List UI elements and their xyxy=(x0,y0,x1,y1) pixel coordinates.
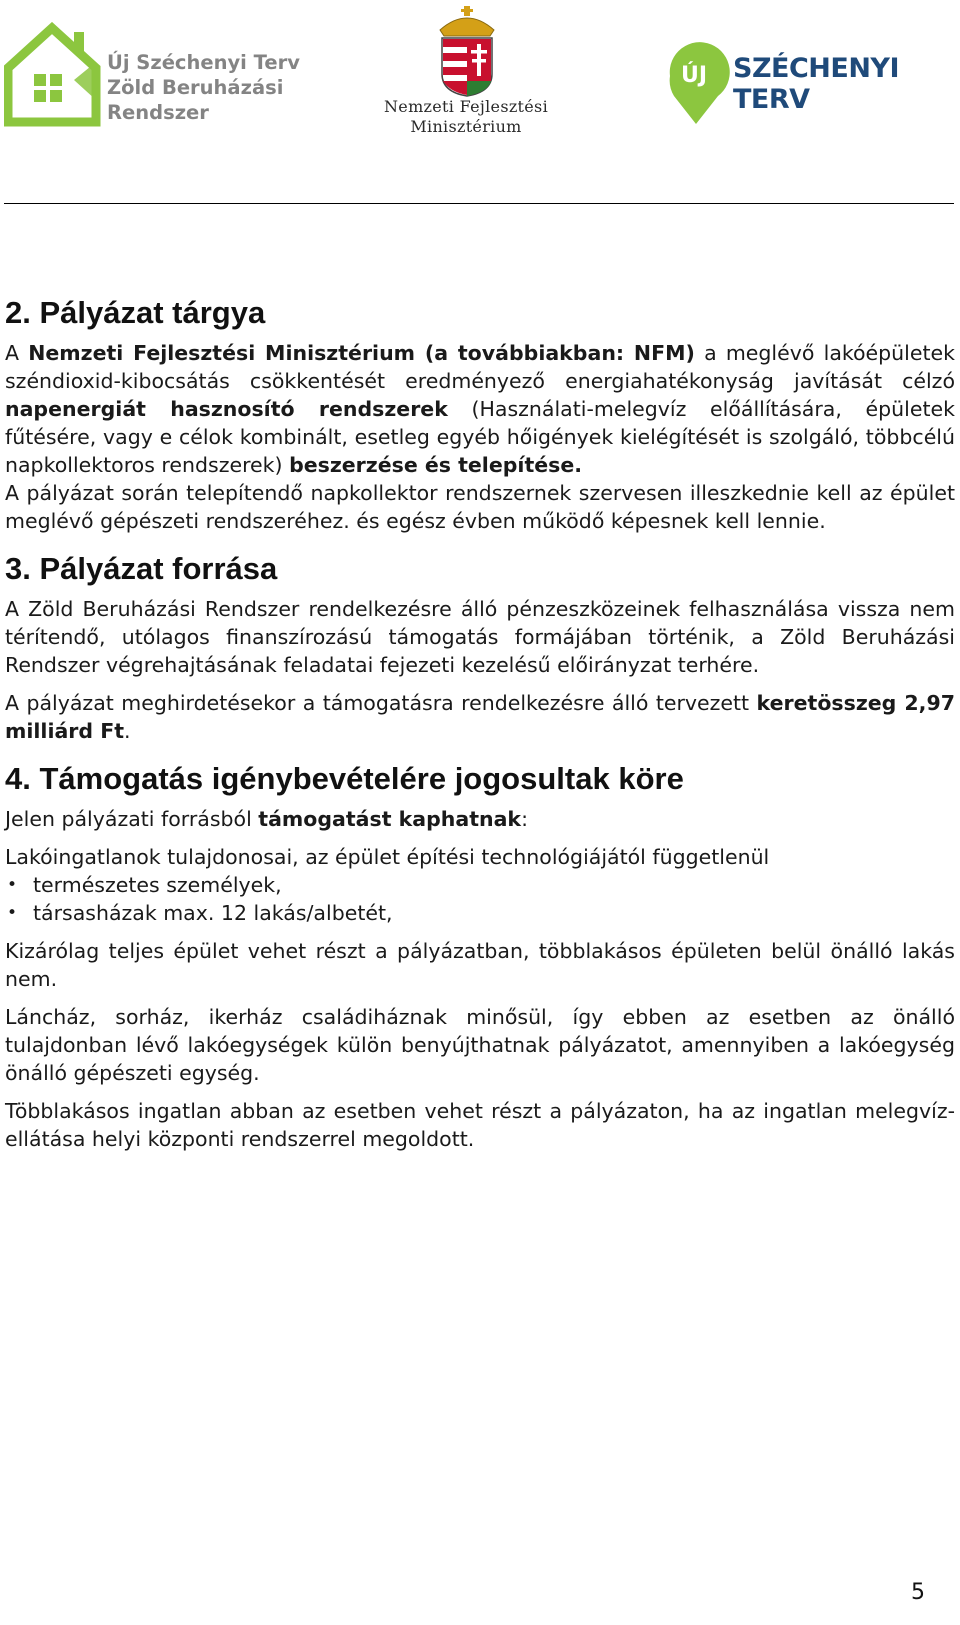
section-2-paragraph-2: A pályázat során telepítendő napkollektor rendszernek szervesen illeszkednie kell az épület meglévő gépészeti rendszeréhez. és egész évben működő képesnek kell lennie. xyxy=(5,481,955,533)
text-run: . xyxy=(124,719,131,743)
section-2-paragraph-1 xyxy=(5,339,955,479)
bold-run: napenergiát hasznosító rendszerek xyxy=(5,397,448,421)
bold-run: Nemzeti Fejlesztési Minisztérium (a továbbiakban: NFM) xyxy=(28,341,695,365)
eligible-list xyxy=(5,871,955,927)
section-4-paragraph-2: Lakóingatlanok tulajdonosai, az épület építési technológiájától függetlenül xyxy=(5,845,770,869)
section-4-paragraph-3: Kizárólag teljes épület vehet részt a pályázatban, többlakásos épületen belül önálló lakás nem. xyxy=(5,939,955,991)
text-run: Jelen pályázati forrásból xyxy=(5,807,259,831)
section-4-paragraph-5: Többlakásos ingatlan abban az esetben vehet részt a pályázaton, ha az ingatlan melegvíz-ellátása helyi központi rendszerrel megoldott. xyxy=(5,1099,955,1151)
logo-left-line-3: Rendszer xyxy=(107,101,209,124)
header-divider xyxy=(4,203,954,204)
text-run: A xyxy=(5,341,29,365)
bold-run: beszerzése és telepítése. xyxy=(289,453,583,477)
logo-center-line-1: Nemzeti Fejlesztési xyxy=(384,97,548,116)
logo-left-line-2: Zöld Beruházási xyxy=(107,76,284,99)
text-run: A pályázat meghirdetésekor a támogatásra rendelkezésre álló tervezett xyxy=(5,691,757,715)
section-4-paragraph-1 xyxy=(5,805,955,833)
logo-center-line-2: Minisztérium xyxy=(410,117,522,136)
logo-right-text: SZÉCHENYI TERV xyxy=(733,53,900,115)
section-4-heading: 4. Támogatás igénybevételére jogosultak köre xyxy=(5,761,684,796)
logo-center-text xyxy=(378,97,554,137)
text-run: a meglévő lakóépületek széndioxid-kibocsátás csökkentését eredményező energiahatékonyság javítását célzó xyxy=(5,341,956,393)
logo-right-badge: ÚJ xyxy=(680,63,708,88)
document-body xyxy=(5,291,955,1153)
list-item: • társasházak max. 12 lakás/albetét, xyxy=(5,899,955,927)
text-run: (Használati-melegvíz előállítására, épületek fűtésére, vagy e célok kombinált, esetleg egyéb hőigények kielégítését is szolgáló, többcélú napkollektoros rendszerek) xyxy=(5,397,955,477)
logo-left-text xyxy=(107,50,300,125)
bold-run: keretösszeg 2,97 milliárd Ft xyxy=(5,691,955,743)
section-4-paragraph-4: Láncház, sorház, ikerház családiháznak minősül, így ebben az esetben az önálló tulajdonban lévő lakóegységek külön benyújthatnak pályázatot, amennyiben a lakóegység önálló gépészeti egység. xyxy=(5,1005,955,1085)
section-2-heading: 2. Pályázat tárgya xyxy=(5,295,266,330)
section-3-heading: 3. Pályázat forrása xyxy=(5,551,278,586)
text-run: : xyxy=(521,807,528,831)
section-3-paragraph-1: A Zöld Beruházási Rendszer rendelkezésre álló pénzeszközeinek felhasználása vissza nem térítendő, utólagos finanszírozású támogatás formájában történik, a Zöld Beruházási Rendszer végrehajtásának feladatai fejezeti kezelésű előirányzat terhére. xyxy=(5,597,955,677)
section-3-paragraph-2 xyxy=(5,689,955,745)
page-header xyxy=(0,0,960,205)
bold-run: támogatást kaphatnak xyxy=(258,807,522,831)
list-item: • természetes személyek, xyxy=(5,871,955,899)
page-number: 5 xyxy=(911,1580,925,1605)
logo-left-line-1: Új Széchenyi Terv xyxy=(107,51,300,74)
